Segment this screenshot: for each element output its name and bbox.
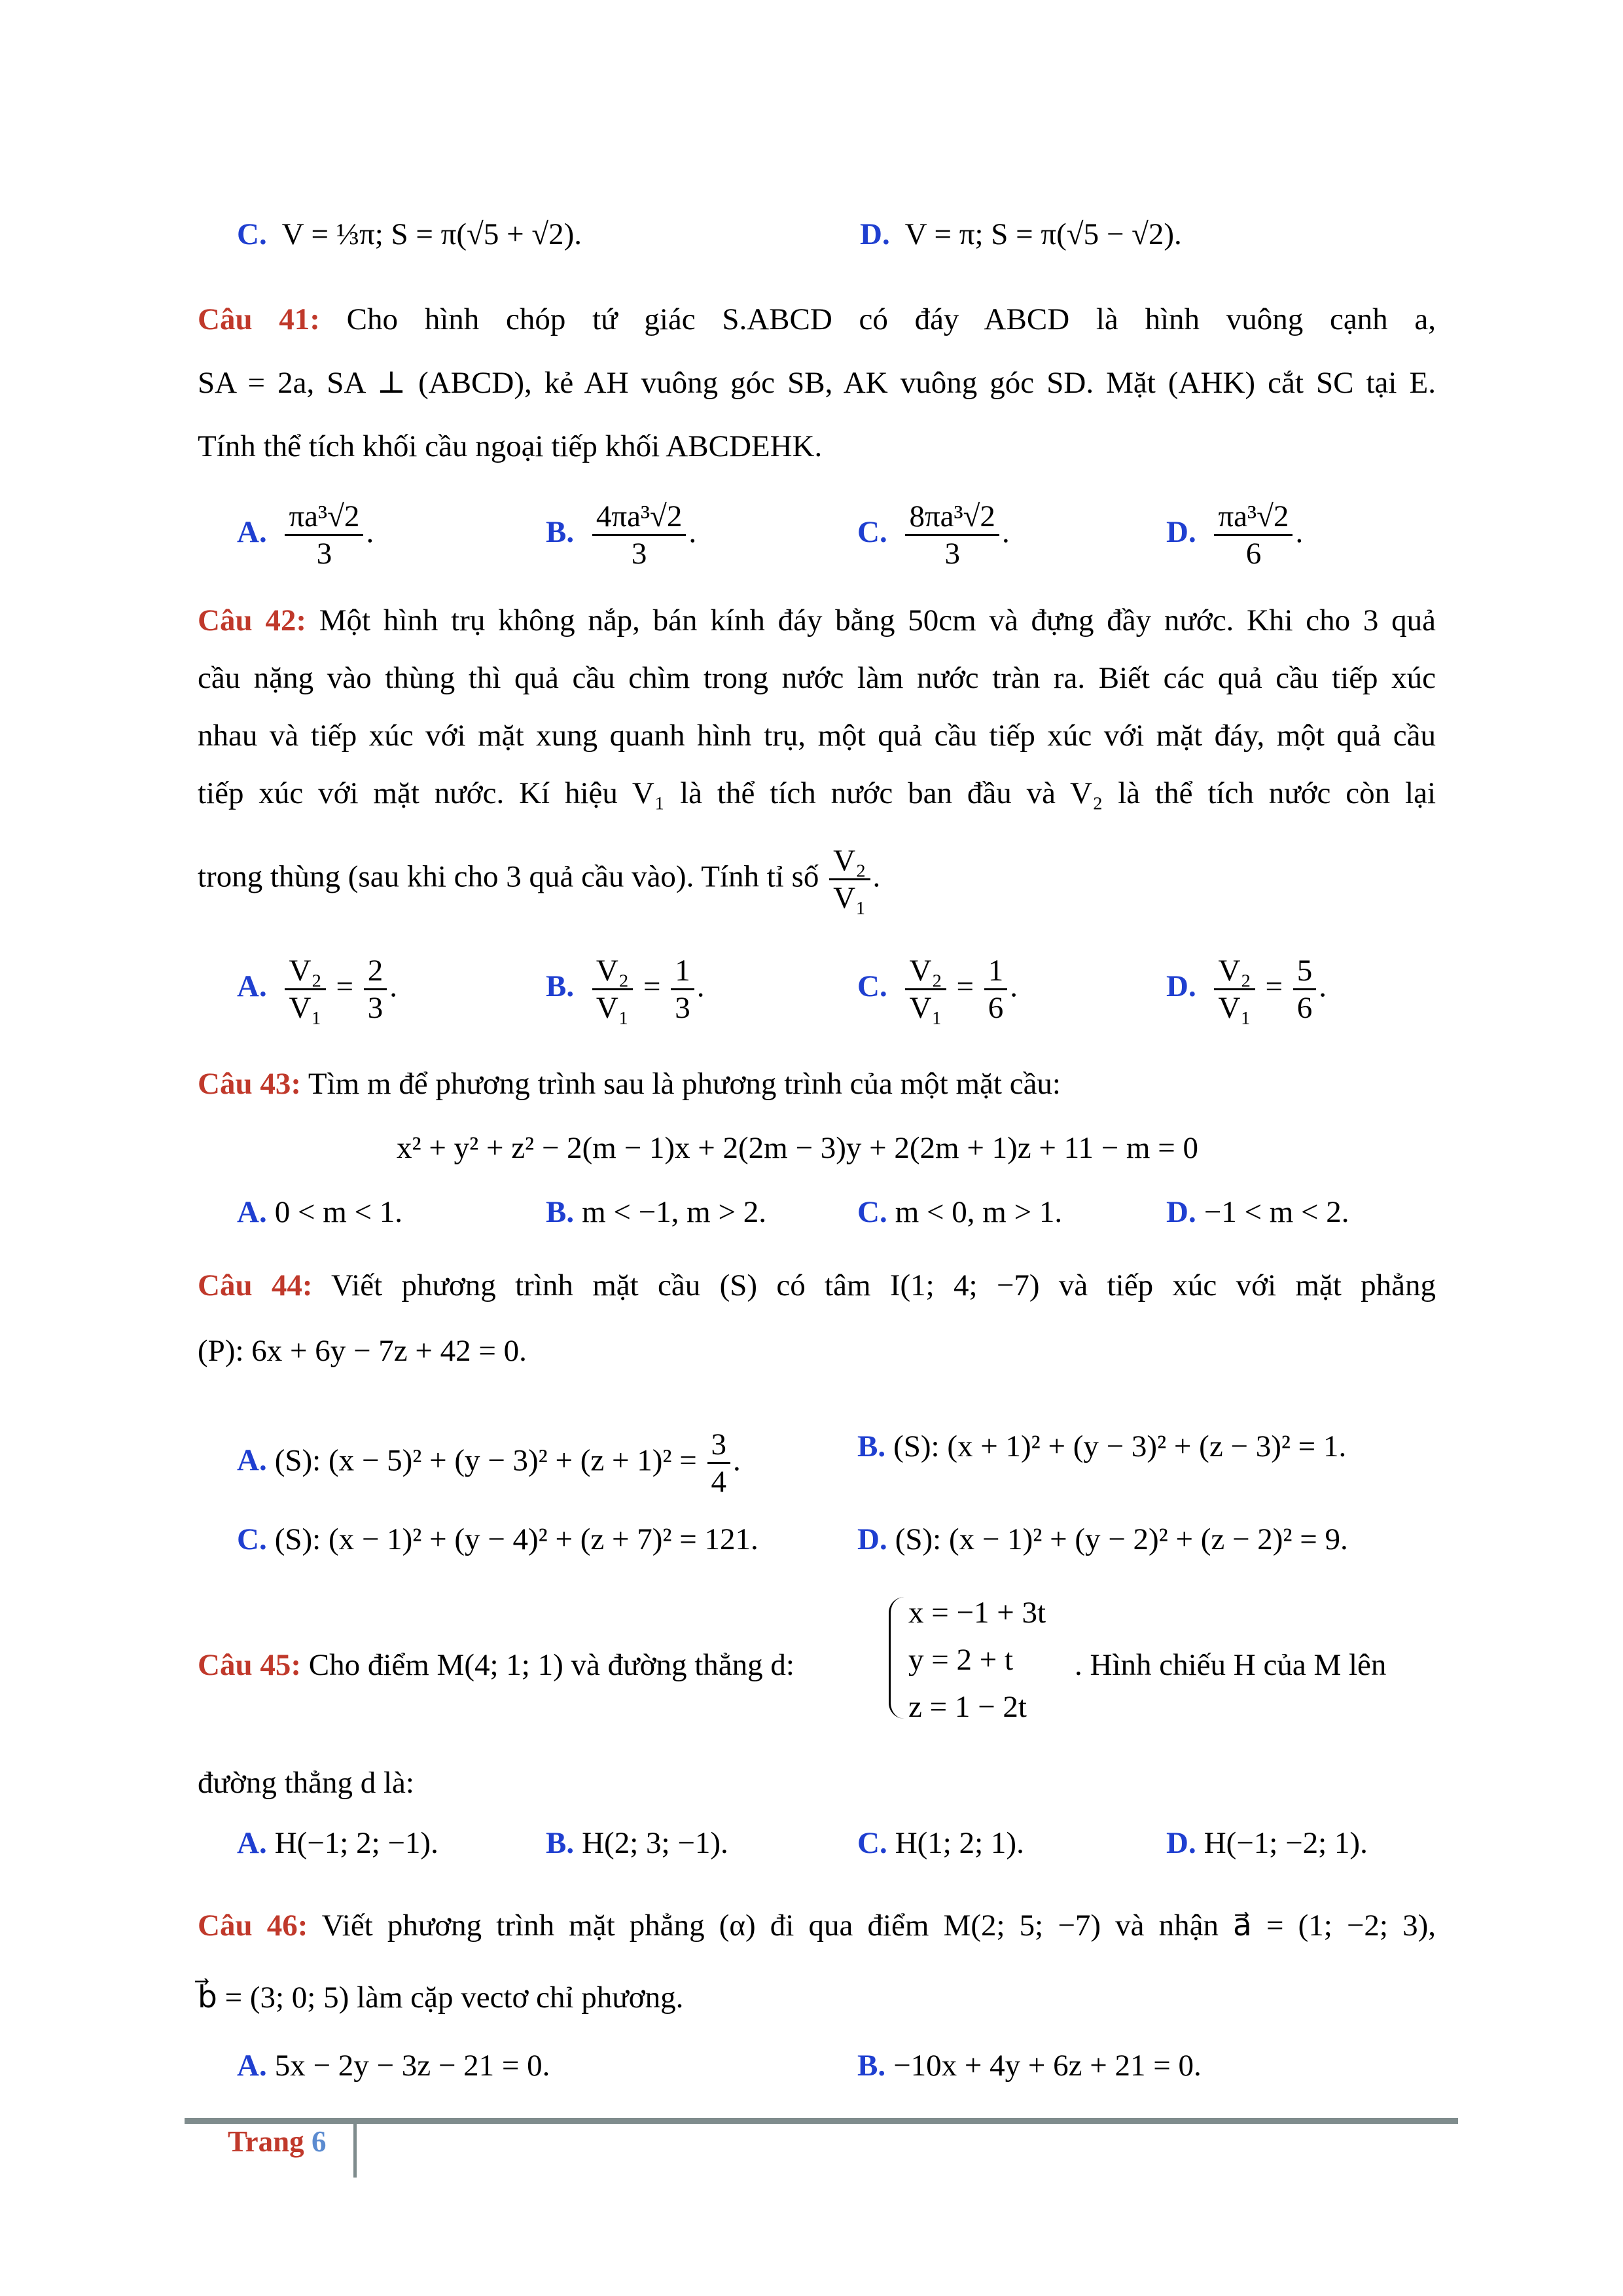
option-fraction xyxy=(592,499,686,571)
option-fraction xyxy=(285,499,363,571)
system-row-z: z = 1 − 2t xyxy=(908,1690,1027,1724)
question-number: Câu 41: xyxy=(198,302,320,336)
option-fraction xyxy=(285,953,325,1026)
option-fraction xyxy=(707,1427,731,1499)
left-brace xyxy=(889,1597,905,1719)
q46-option-a xyxy=(237,2046,550,2085)
question-text: Viết phương trình mặt phẳng (α) đi qua điểm M(2; 5; −7) và nhận a⃗ = (1; −2; 3), xyxy=(321,1909,1436,1943)
fraction-numerator: 3 xyxy=(707,1427,731,1464)
question-text: Viết phương trình mặt cầu (S) có tâm I(1; 4; −7) và tiếp xúc với mặt phẳng xyxy=(331,1268,1436,1302)
option-text: (S): (x − 5)² + (y − 3)² + (z + 1)² = xyxy=(274,1443,697,1478)
option-text: (S): (x − 1)² + (y − 4)² + (z + 7)² = 121. xyxy=(274,1522,758,1556)
footer-word: Trang xyxy=(228,2125,304,2158)
option-label: D. xyxy=(857,1522,887,1556)
fraction-numerator: 4πa³√2 xyxy=(592,499,686,536)
option-label: C. xyxy=(237,1522,267,1556)
line-equation-system xyxy=(908,1589,1046,1731)
question-number: Câu 45: xyxy=(198,1648,301,1682)
option-label: A. xyxy=(237,515,267,550)
q41-line-2: SA = 2a, SA ⊥ (ABCD), kẻ AH vuông góc SB, AK vuông góc SD. Mặt (AHK) cắt SC tại E. xyxy=(198,366,1436,400)
q43-option-c xyxy=(857,1193,1062,1232)
q41-option-d: D. $\frac{\text{πa³√2}}{6}$ . xyxy=(1166,499,1304,571)
fraction-denominator: V₁ xyxy=(833,881,866,915)
option-label: B. xyxy=(546,1826,575,1860)
q44-option-d xyxy=(857,1520,1348,1559)
option-label: B. xyxy=(546,515,575,550)
q43-option-b xyxy=(546,1193,766,1232)
q45-option-b xyxy=(546,1823,728,1863)
question-number: Câu 42: xyxy=(198,603,306,637)
option-text: −10x + 4y + 6z + 21 = 0. xyxy=(893,2049,1202,2083)
question-text: Cho điểm M(4; 1; 1) và đường thẳng d: xyxy=(308,1648,794,1682)
q46-line-2: b⃗ = (3; 0; 5) làm cặp vectơ chỉ phương. xyxy=(198,1981,684,2015)
fraction-denominator: 4 xyxy=(711,1465,727,1499)
option-text: (S): (x + 1)² + (y − 3)² + (z − 3)² = 1. xyxy=(893,1429,1347,1463)
q44-line-2: (P): 6x + 6y − 7z + 42 = 0. xyxy=(198,1334,527,1368)
option-label: D. xyxy=(1166,515,1196,550)
option-label: A. xyxy=(237,969,267,1004)
fraction-numerator: V₂ xyxy=(1214,953,1255,990)
question-number: Câu 43: xyxy=(198,1067,301,1101)
fraction-denominator: 3 xyxy=(631,537,647,571)
option-label: C. xyxy=(857,969,887,1004)
option-label: D. xyxy=(860,217,890,251)
option-label: C. xyxy=(237,217,267,251)
q45-line-1-right: . Hình chiếu H của M lên xyxy=(1075,1648,1387,1682)
system-row-y: y = 2 + t xyxy=(908,1643,1014,1677)
q45-option-a xyxy=(237,1823,438,1863)
q40-option-d xyxy=(860,215,1182,254)
question-text: Cho hình chóp tứ giác S.ABCD có đáy ABCD là hình vuông cạnh a, xyxy=(346,302,1436,336)
fraction-numerator: 1 xyxy=(984,953,1008,990)
q43-equation: x² + y² + z² − 2(m − 1)x + 2(2m − 3)y + 2(2m + 1)z + 11 − m = 0 xyxy=(397,1131,1198,1165)
q42-option-c: C. $\frac{\text{V₂}}{\text{V₁}}$ = $\frac{1}{6}$ . xyxy=(857,954,1018,1025)
fraction-denominator: V₁ xyxy=(1218,991,1251,1025)
option-label: D. xyxy=(1166,969,1196,1004)
option-value xyxy=(364,953,387,1026)
fraction-numerator: 2 xyxy=(364,953,387,990)
option-value xyxy=(1293,953,1317,1026)
q45-option-d xyxy=(1166,1823,1368,1863)
fraction-numerator: V₂ xyxy=(285,953,325,990)
fraction-numerator: πa³√2 xyxy=(285,499,363,536)
q44-option-c xyxy=(237,1520,758,1559)
option-fraction xyxy=(905,499,999,571)
option-text: 0 < m < 1. xyxy=(274,1195,403,1229)
fraction-denominator: 3 xyxy=(944,537,960,571)
option-label: B. xyxy=(857,2049,886,2083)
q45-option-c xyxy=(857,1823,1024,1863)
option-text: H(−1; −2; 1). xyxy=(1204,1826,1368,1860)
ratio-fraction xyxy=(829,843,870,916)
fraction-numerator: V₂ xyxy=(592,953,633,990)
q43-line-1 xyxy=(198,1064,1061,1103)
q42-option-d: D. $\frac{\text{V₂}}{\text{V₁}}$ = $\frac{5}{6}$ . xyxy=(1166,954,1327,1025)
option-text: −1 < m < 2. xyxy=(1204,1195,1349,1229)
fraction-denominator: V₁ xyxy=(596,991,630,1025)
option-fraction xyxy=(1214,953,1255,1026)
fraction-denominator: 6 xyxy=(1296,991,1313,1025)
option-text: (S): (x − 1)² + (y − 2)² + (z − 2)² = 9. xyxy=(895,1522,1348,1556)
q45-line-1-left xyxy=(198,1645,794,1685)
option-value xyxy=(671,953,694,1026)
system-row-x: x = −1 + 3t xyxy=(908,1596,1046,1630)
fraction-numerator: 8πa³√2 xyxy=(905,499,999,536)
option-label: A. xyxy=(237,1443,267,1478)
fraction-numerator: V₂ xyxy=(905,953,946,990)
q44-option-b xyxy=(857,1427,1346,1466)
question-text: Tìm m để phương trình sau là phương trình của một mặt cầu: xyxy=(308,1067,1061,1101)
question-number: Câu 44: xyxy=(198,1268,313,1302)
option-fraction xyxy=(592,953,633,1026)
question-text: trong thùng (sau khi cho 3 quả cầu vào). Tính tỉ số xyxy=(198,859,819,894)
q41-option-b: B. $\frac{\text{4πa³√2}}{3}$ . xyxy=(546,499,697,571)
option-label: A. xyxy=(237,2049,267,2083)
q42-line-3: nhau và tiếp xúc với mặt xung quanh hình trụ, một quả cầu tiếp xúc với mặt đáy, một quả cầu xyxy=(198,719,1436,753)
fraction-denominator: 6 xyxy=(1245,537,1262,571)
fraction-numerator: V₂ xyxy=(829,843,870,880)
q44-line-1 xyxy=(198,1266,1436,1305)
option-label: D. xyxy=(1166,1826,1196,1860)
option-text: m < −1, m > 2. xyxy=(582,1195,766,1229)
q41-line-3: Tính thể tích khối cầu ngoại tiếp khối ABCDEHK. xyxy=(198,429,823,463)
option-label: C. xyxy=(857,515,887,550)
option-fraction xyxy=(1214,499,1293,571)
q44-option-a: A. (S): (x − 5)² + (y − 3)² + (z + 1)² = $\frac{3}{4}$ . xyxy=(237,1427,741,1499)
option-value xyxy=(984,953,1008,1026)
option-label: A. xyxy=(237,1826,267,1860)
q42-line-2: cầu nặng vào thùng thì quả cầu chìm trong nước làm nước tràn ra. Biết các quả cầu tiếp xúc xyxy=(198,661,1436,695)
option-label: D. xyxy=(1166,1195,1196,1229)
page-number: 6 xyxy=(311,2125,327,2158)
question-text: Một hình trụ không nắp, bán kính đáy bằng 50cm và đựng đầy nước. Khi cho 3 quả xyxy=(319,603,1436,637)
question-number: Câu 46: xyxy=(198,1909,308,1943)
q41-option-c: C. $\frac{\text{8πa³√2}}{3}$ . xyxy=(857,499,1010,571)
option-text: H(1; 2; 1). xyxy=(895,1826,1024,1860)
q41-option-a: A. $\frac{\text{πa³√2}}{3}$ . xyxy=(237,499,374,571)
fraction-denominator: V₁ xyxy=(909,991,942,1025)
q40-option-c xyxy=(237,215,582,254)
option-label: C. xyxy=(857,1826,887,1860)
q46-line-1 xyxy=(198,1906,1436,1945)
fraction-denominator: 3 xyxy=(316,537,332,571)
option-label: B. xyxy=(546,969,575,1004)
q42-line-4: tiếp xúc với mặt nước. Kí hiệu V₁ là thể tích nước ban đầu và V₂ là thể tích nước còn lại xyxy=(198,776,1436,810)
q41-line-1 xyxy=(198,300,1436,339)
q42-option-b: B. $\frac{\text{V₂}}{\text{V₁}}$ = $\frac{1}{3}$ . xyxy=(546,954,705,1025)
option-text: V = π; S = π(√5 − √2). xyxy=(904,217,1182,251)
q43-option-d xyxy=(1166,1193,1349,1232)
footer-vertical-bar xyxy=(353,2123,357,2178)
page-footer xyxy=(228,2125,326,2159)
option-text: 5x − 2y − 3z − 21 = 0. xyxy=(274,2049,550,2083)
q42-line-5: trong thùng (sau khi cho 3 quả cầu vào). Tính tỉ số $\frac{\text{V₂}}{\text{V₁}}$ . xyxy=(198,844,881,915)
option-fraction xyxy=(905,953,946,1026)
fraction-numerator: πa³√2 xyxy=(1214,499,1293,536)
fraction-numerator: 1 xyxy=(671,953,694,990)
option-label: C. xyxy=(857,1195,887,1229)
fraction-denominator: 6 xyxy=(988,991,1004,1025)
q43-option-a xyxy=(237,1193,402,1232)
footer-divider xyxy=(185,2118,1458,2124)
option-text: H(2; 3; −1). xyxy=(582,1826,728,1860)
fraction-denominator: 3 xyxy=(675,991,690,1025)
option-text: m < 0, m > 1. xyxy=(895,1195,1063,1229)
fraction-denominator: V₁ xyxy=(289,991,322,1025)
fraction-numerator: 5 xyxy=(1293,953,1317,990)
option-text: H(−1; 2; −1). xyxy=(274,1826,438,1860)
q46-option-b xyxy=(857,2046,1202,2085)
q42-option-a: A. $\frac{\text{V₂}}{\text{V₁}}$ = $\frac{2}{3}$ . xyxy=(237,954,398,1025)
option-label: A. xyxy=(237,1195,267,1229)
q45-line-2: đường thẳng d là: xyxy=(198,1766,414,1800)
option-label: B. xyxy=(857,1429,886,1463)
option-label: B. xyxy=(546,1195,575,1229)
q42-line-1 xyxy=(198,601,1436,640)
option-text: V = ⅓π; S = π(√5 + √2). xyxy=(281,217,582,251)
fraction-denominator: 3 xyxy=(367,991,383,1025)
